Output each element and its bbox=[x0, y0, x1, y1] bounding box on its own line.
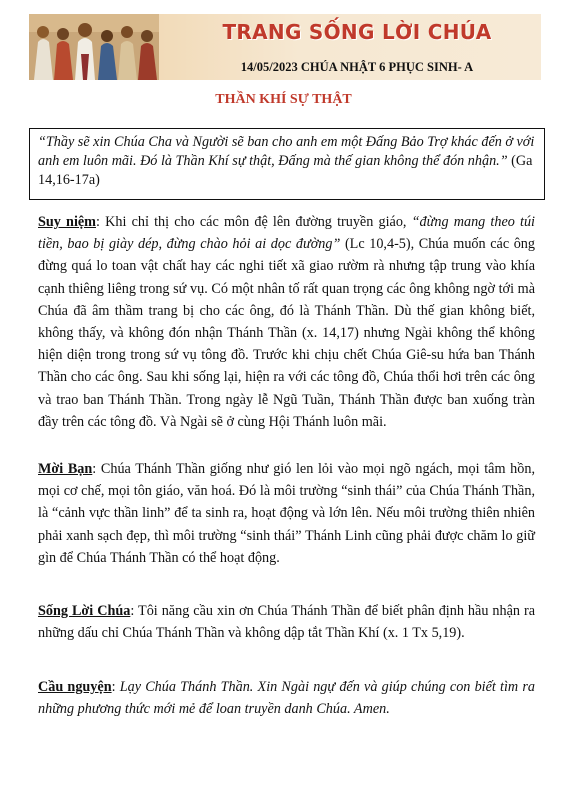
page-title: THẦN KHÍ SỰ THẬT bbox=[215, 92, 352, 107]
prayer-body: Lạy Chúa Thánh Thần. Xin Ngài ngự đến và giúp chúng con biết tìm ra những phương thức mới mẻ để loan truyền danh Chúa. Amen. bbox=[38, 679, 535, 718]
living-word-body: : Tôi năng cầu xin ơn Chúa Thánh Thần để biết phân định hầu nhận ra những dấu chỉ Chúa Thánh Thần và không dập tắt Thần Khí (x. 1 Tx 5,19). bbox=[38, 603, 535, 642]
prayer-label: Cầu nguyện bbox=[38, 679, 112, 695]
invitation-label: Mời Bạn bbox=[38, 461, 93, 477]
reflection-quote: “đừng mang theo túi tiền, bao bị giày dép, đừng chào hỏi ai dọc đường” bbox=[38, 214, 536, 253]
biblical-scene-illustration bbox=[29, 14, 159, 80]
prayer-colon: : bbox=[111, 679, 120, 695]
living-word-label: Sống Lời Chúa bbox=[38, 603, 131, 619]
invitation-body: : Chúa Thánh Thần giống như gió len lỏi vào mọi ngõ ngách, mọi tâm hồn, mọi cơ chế, mọi tôn giáo, văn hoá. Đó là môi trường “sinh thái” của Chúa Thánh Thần, là “cảnh vực thần linh” để ta sinh ra, hoạt động và lớn lên. Nếu môi trường thiên nhiên phải xanh sạch đẹp, thì môi trường “sinh thái” Thánh Linh cũng phải được chăm lo giữ gìn để Chúa Thánh Thần có thể hoạt động. bbox=[38, 461, 535, 566]
banner-title: TRANG SỐNG LỜI CHÚA bbox=[222, 20, 492, 44]
scripture-quote-text: “Thầy sẽ xin Chúa Cha và Người sẽ ban cho anh em một Đấng Bảo Trợ khác đến ở với anh em luôn mãi. Đó là Thần Khí sự thật, Đấng mà thế gian không thể đón nhận.” bbox=[38, 134, 535, 169]
living-word-section bbox=[38, 600, 535, 644]
invitation-section bbox=[38, 458, 535, 569]
reflection-label: Suy niệm bbox=[38, 214, 96, 230]
reflection-intro: : Khi chỉ thị cho các môn đệ lên đường truyền giáo, bbox=[96, 214, 412, 230]
scripture-quote-box bbox=[29, 128, 545, 200]
reflection-section bbox=[38, 211, 535, 433]
header-banner bbox=[29, 14, 541, 80]
scripture-reference: (Ga 14,16-17a) bbox=[38, 153, 533, 188]
date-line: 14/05/2023 CHÚA NHẬT 6 PHỤC SINH- A bbox=[240, 60, 474, 74]
prayer-section bbox=[38, 676, 535, 720]
reflection-body: (Lc 10,4-5), Chúa muốn các ông đừng quá lo toan vật chất hay các nghi tiết xã giao rườm rà nhưng tập trung vào khía cạnh thiêng liêng trong sứ vụ. Có một nhân tố rất quan trọng các ông không ngờ tới mà Chúa đã âm thầm trang bị cho các ông, đó là Thánh Thần. Dù thế gian không biết, không thấy, và không đón nhận Thánh Thần (x. 14,17) nhưng Ngài không thể không hiện diện trong trong sứ vụ tông đồ. Trước khi chịu chết Chúa Giê-su hứa ban Thánh Thần cho các ông. Sau khi sống lại, hiện ra với các tông đồ, Chúa thổi hơi trên các ông và trao ban Thánh Thần. Trong ngày lễ Ngũ Tuần, Thánh Thần được ban xuống tràn đầy trên các tông đồ. Và Ngài sẽ ở cùng Hội Thánh luôn mãi. bbox=[38, 236, 535, 430]
